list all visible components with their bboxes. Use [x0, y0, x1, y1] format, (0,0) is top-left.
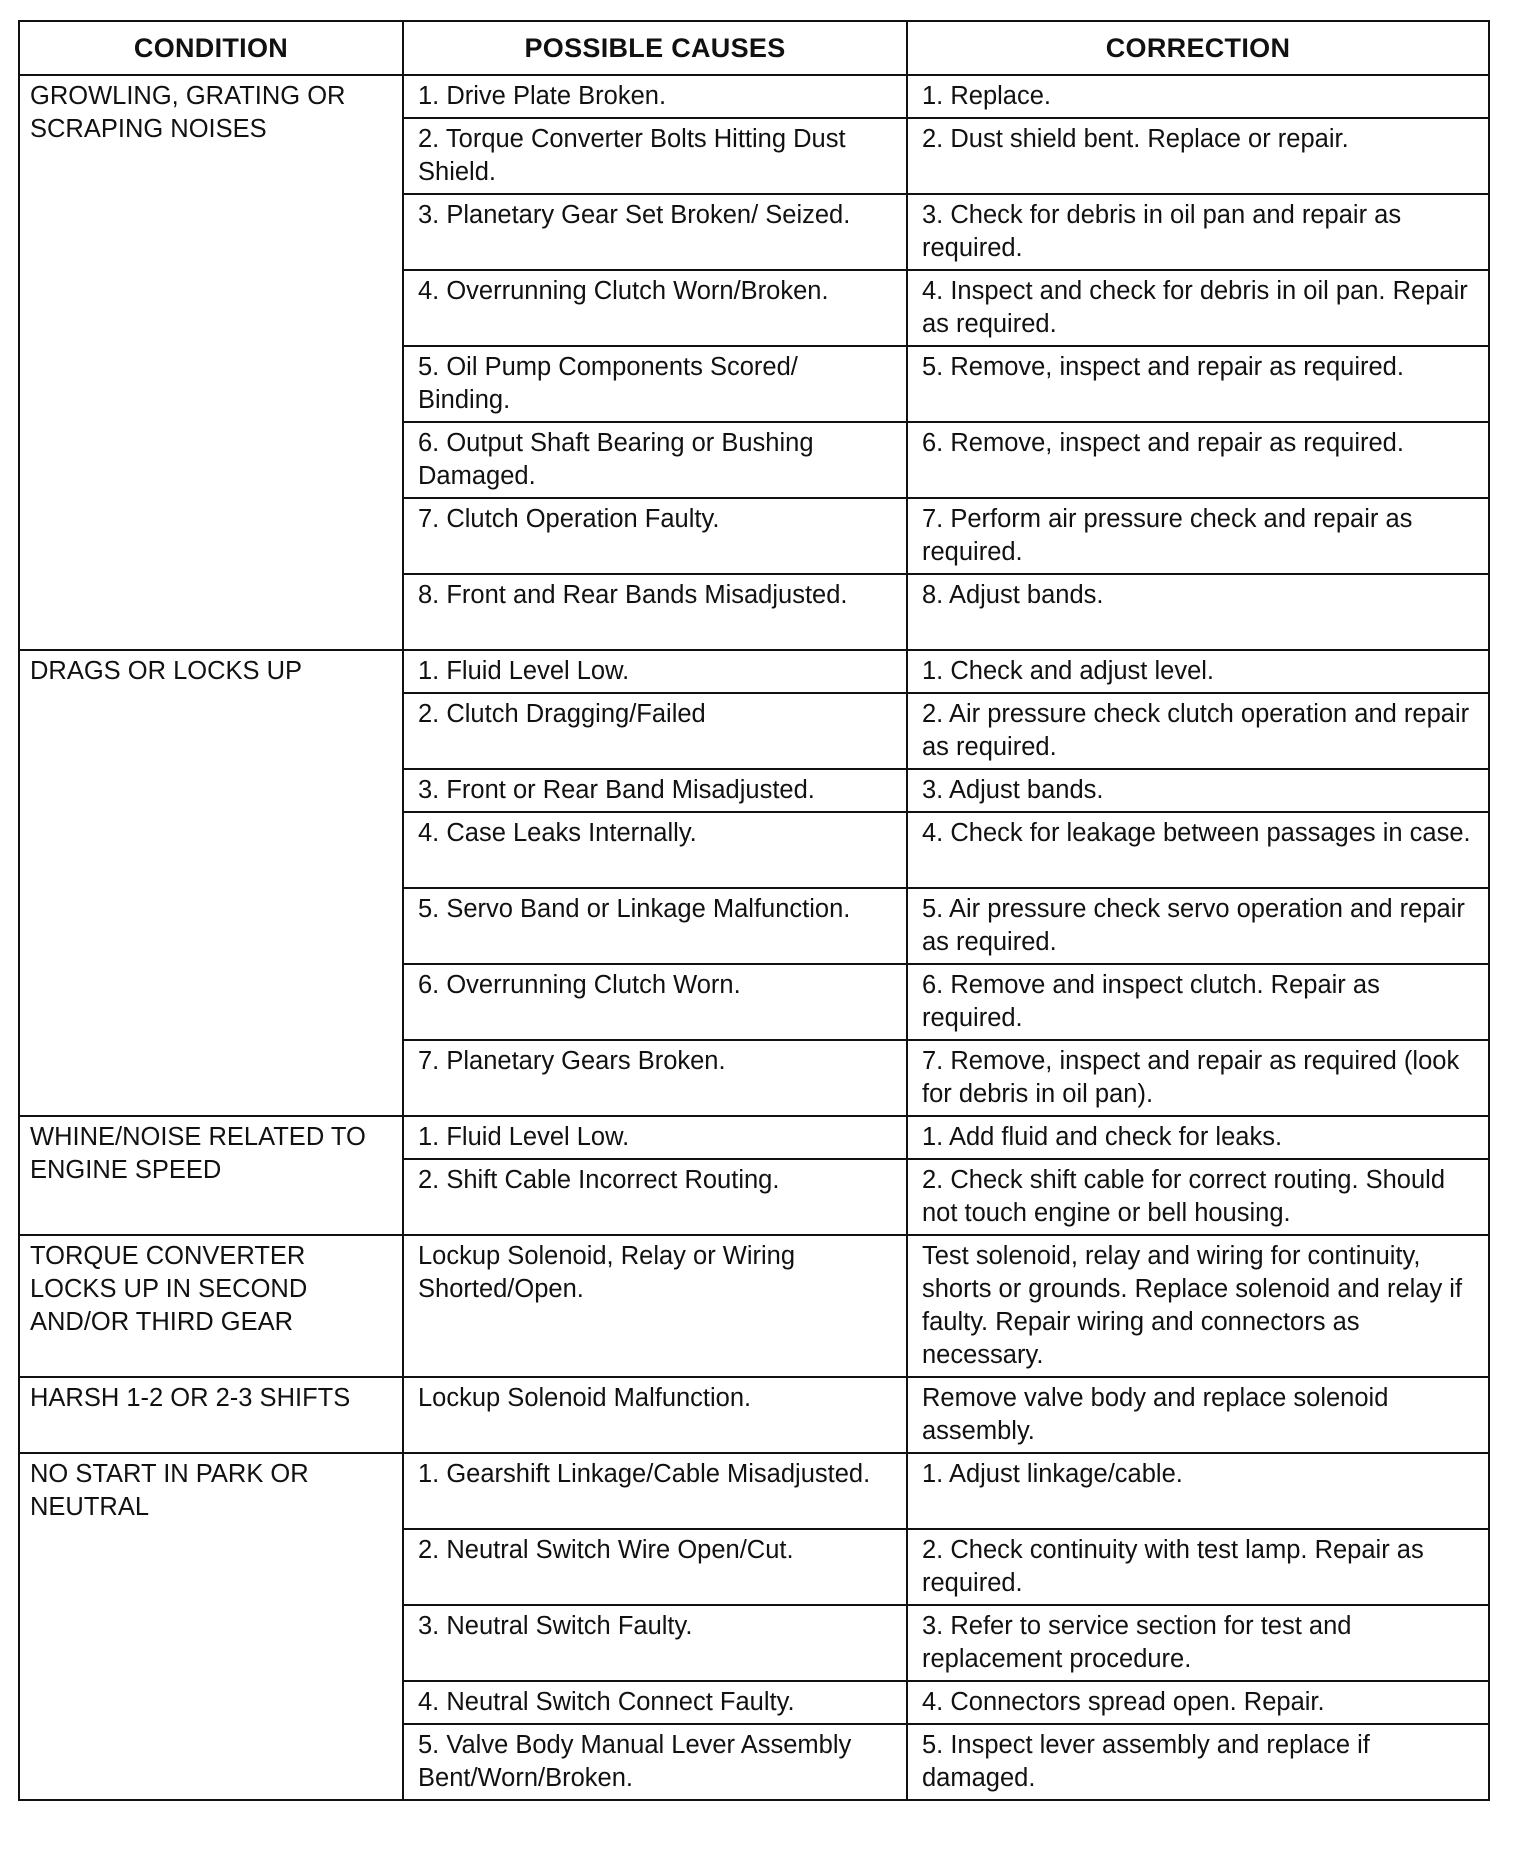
condition-cell: TORQUE CONVERTER LOCKS UP IN SECOND AND/OR THIRD GEAR — [19, 1235, 403, 1377]
correction-cell: 1. Adjust linkage/cable. — [907, 1453, 1489, 1529]
correction-cell: 4. Check for leakage between passages in case. — [907, 812, 1489, 888]
correction-cell: 2. Check shift cable for correct routing. Should not touch engine or bell housing. — [907, 1159, 1489, 1235]
table-row — [19, 1453, 1489, 1529]
cause-cell: Lockup Solenoid, Relay or Wiring Shorted/Open. — [403, 1235, 907, 1377]
correction-cell: 3. Refer to service section for test and replacement procedure. — [907, 1605, 1489, 1681]
cause-cell: 3. Neutral Switch Faulty. — [403, 1605, 907, 1681]
header-row — [19, 21, 1489, 75]
cause-cell: Lockup Solenoid Malfunction. — [403, 1377, 907, 1453]
cause-cell: 4. Case Leaks Internally. — [403, 812, 907, 888]
correction-cell: 2. Dust shield bent. Replace or repair. — [907, 118, 1489, 194]
cause-cell: 5. Oil Pump Components Scored/ Binding. — [403, 346, 907, 422]
correction-cell: 1. Replace. — [907, 75, 1489, 118]
correction-cell: 1. Add fluid and check for leaks. — [907, 1116, 1489, 1159]
correction-cell: 2. Air pressure check clutch operation and repair as required. — [907, 693, 1489, 769]
correction-cell: 5. Remove, inspect and repair as required. — [907, 346, 1489, 422]
correction-cell: 3. Adjust bands. — [907, 769, 1489, 812]
correction-cell: 5. Air pressure check servo operation and repair as required. — [907, 888, 1489, 964]
cause-cell: 3. Planetary Gear Set Broken/ Seized. — [403, 194, 907, 270]
cause-cell: 2. Torque Converter Bolts Hitting Dust Shield. — [403, 118, 907, 194]
table-row — [19, 650, 1489, 693]
correction-cell: 7. Remove, inspect and repair as required (look for debris in oil pan). — [907, 1040, 1489, 1116]
table-header — [19, 21, 1489, 75]
cause-cell: 2. Shift Cable Incorrect Routing. — [403, 1159, 907, 1235]
cause-cell: 6. Overrunning Clutch Worn. — [403, 964, 907, 1040]
condition-cell: WHINE/NOISE RELATED TO ENGINE SPEED — [19, 1116, 403, 1235]
diagnosis-table — [18, 20, 1490, 1801]
cause-cell: 4. Overrunning Clutch Worn/Broken. — [403, 270, 907, 346]
cause-cell: 3. Front or Rear Band Misadjusted. — [403, 769, 907, 812]
correction-cell: 4. Inspect and check for debris in oil pan. Repair as required. — [907, 270, 1489, 346]
table-row — [19, 1235, 1489, 1377]
possible-causes-header: POSSIBLE CAUSES — [403, 21, 907, 75]
table-body — [19, 75, 1489, 1800]
correction-cell: Test solenoid, relay and wiring for continuity, shorts or grounds. Replace solenoid and relay if faulty. Repair wiring and connectors as necessary. — [907, 1235, 1489, 1377]
table-row — [19, 75, 1489, 118]
cause-cell: 2. Clutch Dragging/Failed — [403, 693, 907, 769]
condition-cell: DRAGS OR LOCKS UP — [19, 650, 403, 1116]
table-row — [19, 1116, 1489, 1159]
cause-cell: 6. Output Shaft Bearing or Bushing Damaged. — [403, 422, 907, 498]
table-row — [19, 1377, 1489, 1453]
cause-cell: 5. Servo Band or Linkage Malfunction. — [403, 888, 907, 964]
correction-cell: Remove valve body and replace solenoid assembly. — [907, 1377, 1489, 1453]
cause-cell: 5. Valve Body Manual Lever Assembly Bent/Worn/Broken. — [403, 1724, 907, 1800]
correction-cell: 6. Remove, inspect and repair as required. — [907, 422, 1489, 498]
cause-cell: 8. Front and Rear Bands Misadjusted. — [403, 574, 907, 650]
condition-header: CONDITION — [19, 21, 403, 75]
correction-cell: 6. Remove and inspect clutch. Repair as required. — [907, 964, 1489, 1040]
correction-cell: 1. Check and adjust level. — [907, 650, 1489, 693]
cause-cell: 1. Fluid Level Low. — [403, 650, 907, 693]
correction-cell: 8. Adjust bands. — [907, 574, 1489, 650]
condition-cell: GROWLING, GRATING OR SCRAPING NOISES — [19, 75, 403, 650]
correction-cell: 7. Perform air pressure check and repair as required. — [907, 498, 1489, 574]
correction-cell: 5. Inspect lever assembly and replace if damaged. — [907, 1724, 1489, 1800]
condition-cell: NO START IN PARK OR NEUTRAL — [19, 1453, 403, 1800]
correction-header: CORRECTION — [907, 21, 1489, 75]
correction-cell: 4. Connectors spread open. Repair. — [907, 1681, 1489, 1724]
cause-cell: 7. Planetary Gears Broken. — [403, 1040, 907, 1116]
cause-cell: 1. Fluid Level Low. — [403, 1116, 907, 1159]
cause-cell: 2. Neutral Switch Wire Open/Cut. — [403, 1529, 907, 1605]
correction-cell: 3. Check for debris in oil pan and repair as required. — [907, 194, 1489, 270]
cause-cell: 4. Neutral Switch Connect Faulty. — [403, 1681, 907, 1724]
correction-cell: 2. Check continuity with test lamp. Repair as required. — [907, 1529, 1489, 1605]
condition-cell: HARSH 1-2 OR 2-3 SHIFTS — [19, 1377, 403, 1453]
cause-cell: 1. Gearshift Linkage/Cable Misadjusted. — [403, 1453, 907, 1529]
cause-cell: 7. Clutch Operation Faulty. — [403, 498, 907, 574]
cause-cell: 1. Drive Plate Broken. — [403, 75, 907, 118]
